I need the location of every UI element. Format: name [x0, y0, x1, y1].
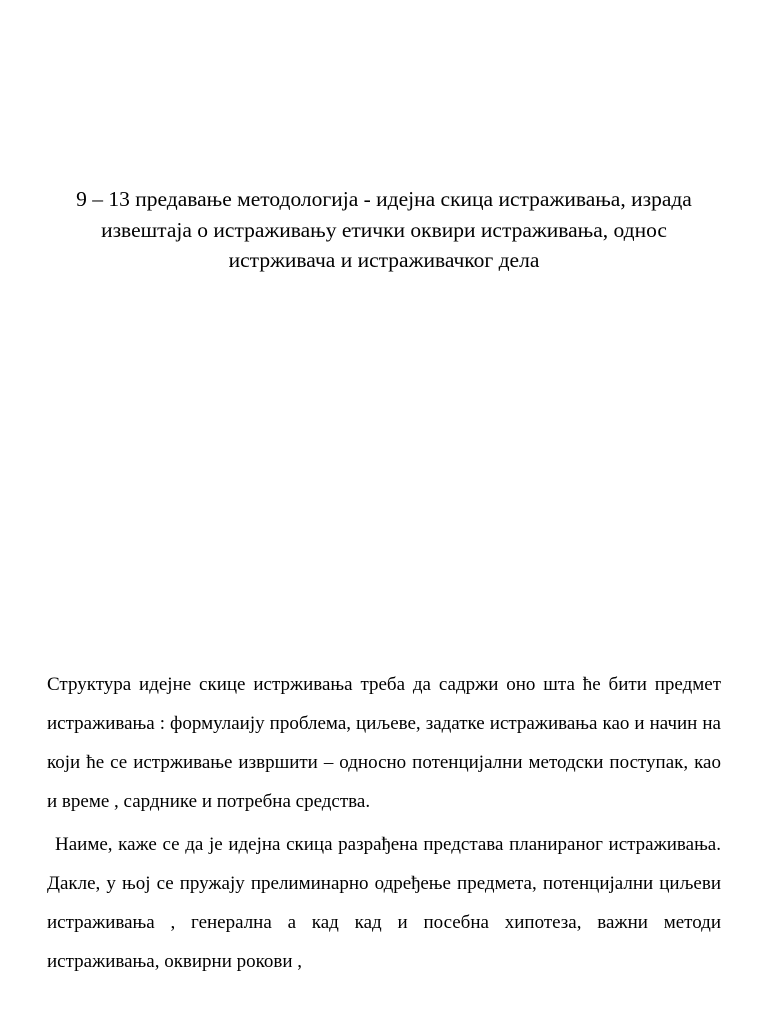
- document-body: [47, 665, 721, 981]
- document-title: 9 – 13 предавање методологија - идејна скица истраживања, израда извештаја о истраживању етички оквири истраживања, однос истрживача и истраживачког дела: [76, 187, 692, 272]
- paragraph-definition: Наиме, каже се да је идејна скица разрађена представа планираног истраживања. Дакле, у њој се пружају прелиминарно одређење предмета, потенцијални циљеви истраживања , генерална а кад кад и посебна хипотеза, важни методи истраживања, оквирни рокови ,: [47, 834, 721, 972]
- paragraph-structure: Структура идејне скице истрживања треба да садржи оно шта ће бити предмет истраживања : формулаију проблема, циљеве, задатке истраживања као и начин на који ће се истрживање извршити – односно потенцијални методски поступак, као и време , сарднике и потребна средства.: [47, 674, 721, 812]
